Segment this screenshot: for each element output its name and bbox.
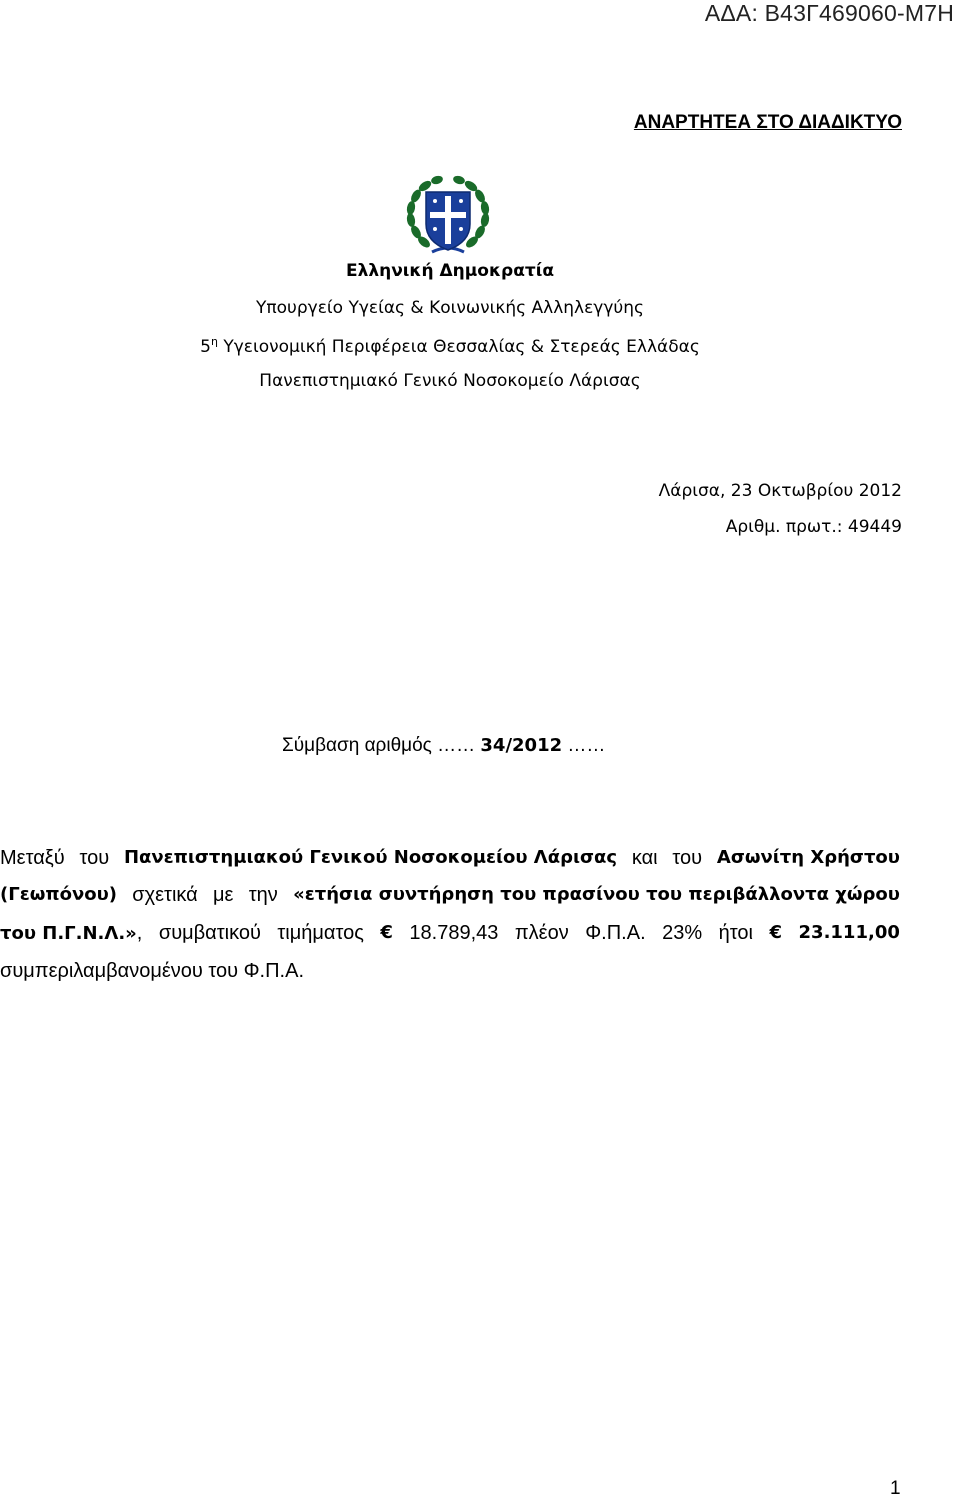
header-ministry: Υπουργείο Υγείας & Κοινωνικής Αλληλεγγύης xyxy=(255,298,645,318)
header-region: $5^\eta$ Υγειονομική Περιφέρεια Θεσσαλίας & Στερεάς Ελλάδας xyxy=(200,335,700,357)
greek-coat-of-arms-icon xyxy=(402,174,494,260)
body-line-2: (Γεωπόνου) σχετικά με την «ετήσια συντήρηση του πρασίνου του περιβάλλοντα χώρου xyxy=(0,884,900,906)
body-line-4: συμπεριλαμβανομένου του Φ.Π.Α. xyxy=(0,960,305,982)
contract-number-line: Σύμβαση αριθμός …… 34/2012 …… xyxy=(282,735,606,756)
euro-sign: € xyxy=(769,922,783,943)
protocol-number: Αριθμ. πρωτ.: 49449 xyxy=(725,517,902,537)
body-line-3: του Π.Γ.Ν.Λ.», συμβατικού τιμήματος € 18.789,43 πλέον Φ.Π.Α. 23% ήτοι € 23.111,00 xyxy=(0,922,900,944)
header-hospital: Πανεπιστημιακό Γενικό Νοσοκομείο Λάρισας xyxy=(259,371,641,391)
body-line-1: Μεταξύ του Πανεπιστημιακού Γενικού Νοσοκομείου Λάρισας και του Ασωνίτη Χρήστου xyxy=(0,847,900,869)
publish-notice: ΑΝΑΡΤΗΤΕΑ ΣΤΟ ΔΙΑΔΙΚΤΥΟ xyxy=(633,112,902,133)
ada-code: ΑΔΑ: Β43Γ469060-Μ7Η xyxy=(704,0,954,26)
header-state: Ελληνική Δημοκρατία xyxy=(345,261,555,281)
euro-sign: € xyxy=(380,922,393,943)
document-date: Λάρισα, 23 Οκτωβρίου 2012 xyxy=(658,481,902,501)
page-number: 1 xyxy=(890,1478,901,1499)
